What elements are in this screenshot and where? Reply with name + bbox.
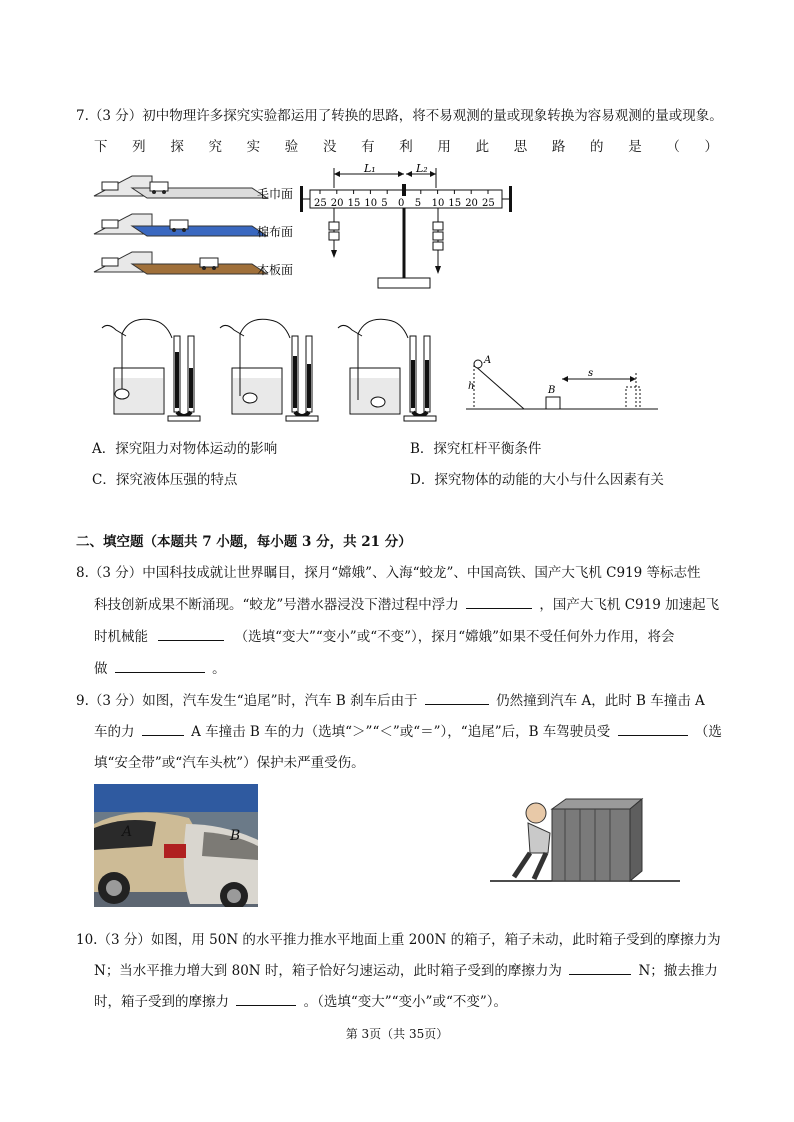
pressure-gauge-setup <box>102 319 200 421</box>
q8-text: （选填“变大”“变小”或“不变”），探月“嫦娥”如果不受任何外力作用，将会 <box>234 629 675 645</box>
q7-stem-char: 没 <box>322 139 337 155</box>
q8-text: 。 <box>212 661 226 677</box>
q7-stem-char: （ <box>666 139 680 155</box>
q7-stem-char: 究 <box>208 139 222 155</box>
q8-text: ，国产大飞机 C919 加速起飞 <box>539 597 720 613</box>
q7-option-c[interactable]: C．探究液体压强的特点 <box>92 472 238 488</box>
q8-line2 <box>94 593 719 613</box>
q7-stem-char: 此 <box>475 139 490 155</box>
q7-stem-char: 是 <box>628 139 642 155</box>
q7-stem-char: 路 <box>551 139 566 155</box>
q9-text: 仍然撞到汽车 A，此时 B 车撞击 A <box>496 693 705 709</box>
q9-line2 <box>94 720 722 740</box>
q8-text: 时机械能 <box>94 629 148 645</box>
figure-lever <box>296 160 516 290</box>
q8-text: 科技创新成果不断涌现。“蛟龙”号潜水器浸没下潜过程中浮力 <box>94 597 459 613</box>
lever-tick-label: 0 <box>398 198 405 209</box>
q9-blank-2[interactable] <box>142 721 184 736</box>
ramp-wood <box>94 252 267 274</box>
label-h: h <box>468 381 475 392</box>
q7-stem-char: 用 <box>437 139 451 155</box>
q10-text: 时，箱子受到的摩擦力 <box>94 994 229 1010</box>
boy-pushing-box-figure <box>490 787 680 887</box>
lever-tick-label: 15 <box>448 198 462 209</box>
q9-blank-3[interactable] <box>618 721 688 736</box>
q9-text: A 车撞击 B 车的力（选填“＞”“＜”或“＝”），“追尾”后，B 车驾驶员受 <box>191 724 611 740</box>
ramp-cotton <box>94 214 267 236</box>
section-heading: 二、填空题（本题共 7 小题，每小题 3 分，共 21 分） <box>76 534 412 550</box>
figure-liquid-pressure <box>92 312 448 422</box>
q7-stem-char: 列 <box>132 139 146 155</box>
q8-blank-3[interactable] <box>115 658 205 673</box>
q10-text: N；当水平推力增大到 80N 时，箱子恰好匀速运动，此时箱子受到的摩擦力为 <box>94 963 562 979</box>
label-B: B <box>548 385 556 396</box>
photo-label-B: B <box>230 828 241 844</box>
q10-blank-3[interactable] <box>236 991 296 1006</box>
ramp-towel <box>94 176 267 198</box>
q9-line1 <box>76 689 705 709</box>
label-towel: 毛巾面 <box>257 187 294 201</box>
q7-option-a[interactable]: A．探究阻力对物体运动的影响 <box>92 441 278 457</box>
q7-stem-char: 思 <box>513 139 528 155</box>
q7-stem-char: 实 <box>246 139 261 155</box>
q10-line3 <box>94 990 507 1010</box>
q7-stem-char: 有 <box>361 139 375 155</box>
lever-tick-label: 5 <box>414 198 422 209</box>
q7-stem-line1: 7.（3 分）初中物理许多探究实验都运用了转换的思路，将不易观测的量或现象转换为容易观测的量或现象。 <box>76 108 723 124</box>
pressure-gauge-setup <box>220 319 318 421</box>
lever-tick-label: 5 <box>381 198 388 209</box>
q9-line3: 填“安全带”或“汽车头枕”）保护未严重受伤。 <box>94 755 365 771</box>
page-footer: 第 3页（共 35页） <box>345 1027 449 1041</box>
figure-kinetic-energy <box>462 353 662 413</box>
L2-label: L₂ <box>416 162 428 175</box>
L1-label: L₁ <box>364 162 376 175</box>
lever-tick-label: 25 <box>482 198 495 209</box>
q8-line4 <box>94 657 226 677</box>
q10-text: N；撤去推力 <box>638 963 718 979</box>
pressure-gauge-setup <box>338 319 436 421</box>
label-cotton: 棉布面 <box>257 225 294 239</box>
q7-option-b[interactable]: B．探究杠杆平衡条件 <box>410 441 542 457</box>
q7-stem-char: 探 <box>170 139 184 155</box>
lever-tick-label: 20 <box>465 198 478 209</box>
q9-text: 车的力 <box>94 724 135 740</box>
lever-tick-label: 25 <box>314 198 327 209</box>
lever-tick-label: 15 <box>347 198 361 209</box>
q9-text: 9.（3 分）如图，汽车发生“追尾”时，汽车 B 刹车后由于 <box>76 693 418 709</box>
q8-blank-2[interactable] <box>158 626 224 641</box>
lever-tick-label: 10 <box>431 198 445 209</box>
label-wood: 木板面 <box>257 263 294 277</box>
q7-stem-line2 <box>94 135 718 155</box>
q8-text: 做 <box>94 661 108 677</box>
q10-line2 <box>94 959 718 979</box>
lever-tick-label: 10 <box>364 198 378 209</box>
q7-stem-char: 下 <box>94 139 108 155</box>
figure-friction-surfaces <box>92 168 292 293</box>
q7-stem-char: 验 <box>284 139 299 155</box>
photo-label-A: A <box>122 824 133 840</box>
q7-option-d[interactable]: D．探究物体的动能的大小与什么因素有关 <box>410 472 664 488</box>
q9-blank-1[interactable] <box>425 690 489 705</box>
label-A: A <box>484 355 492 366</box>
rear-end-collision-photo <box>94 784 258 907</box>
q7-stem-char: 的 <box>590 139 604 155</box>
q10-line1: 10.（3 分）如图，用 50N 的水平推力推水平地面上重 200N 的箱子，箱子未动，此时箱子受到的摩擦力为 <box>76 932 721 948</box>
q10-text: 。（选填“变大”“变小”或“不变”）。 <box>303 994 508 1010</box>
q8-line3 <box>94 625 675 645</box>
lever-tick-label: 20 <box>330 198 344 209</box>
q9-text: （选 <box>694 724 722 740</box>
q8-line1: 8.（3 分）中国科技成就让世界瞩目，探月“嫦娥”、入海“蛟龙”、中国高铁、国产大飞机 C919 等标志性 <box>76 565 701 581</box>
q7-stem-char: 利 <box>399 139 413 155</box>
label-s: s <box>588 368 594 379</box>
q7-stem-char: ） <box>704 139 718 155</box>
q10-blank-2[interactable] <box>569 960 631 975</box>
q8-blank-1[interactable] <box>466 594 532 609</box>
